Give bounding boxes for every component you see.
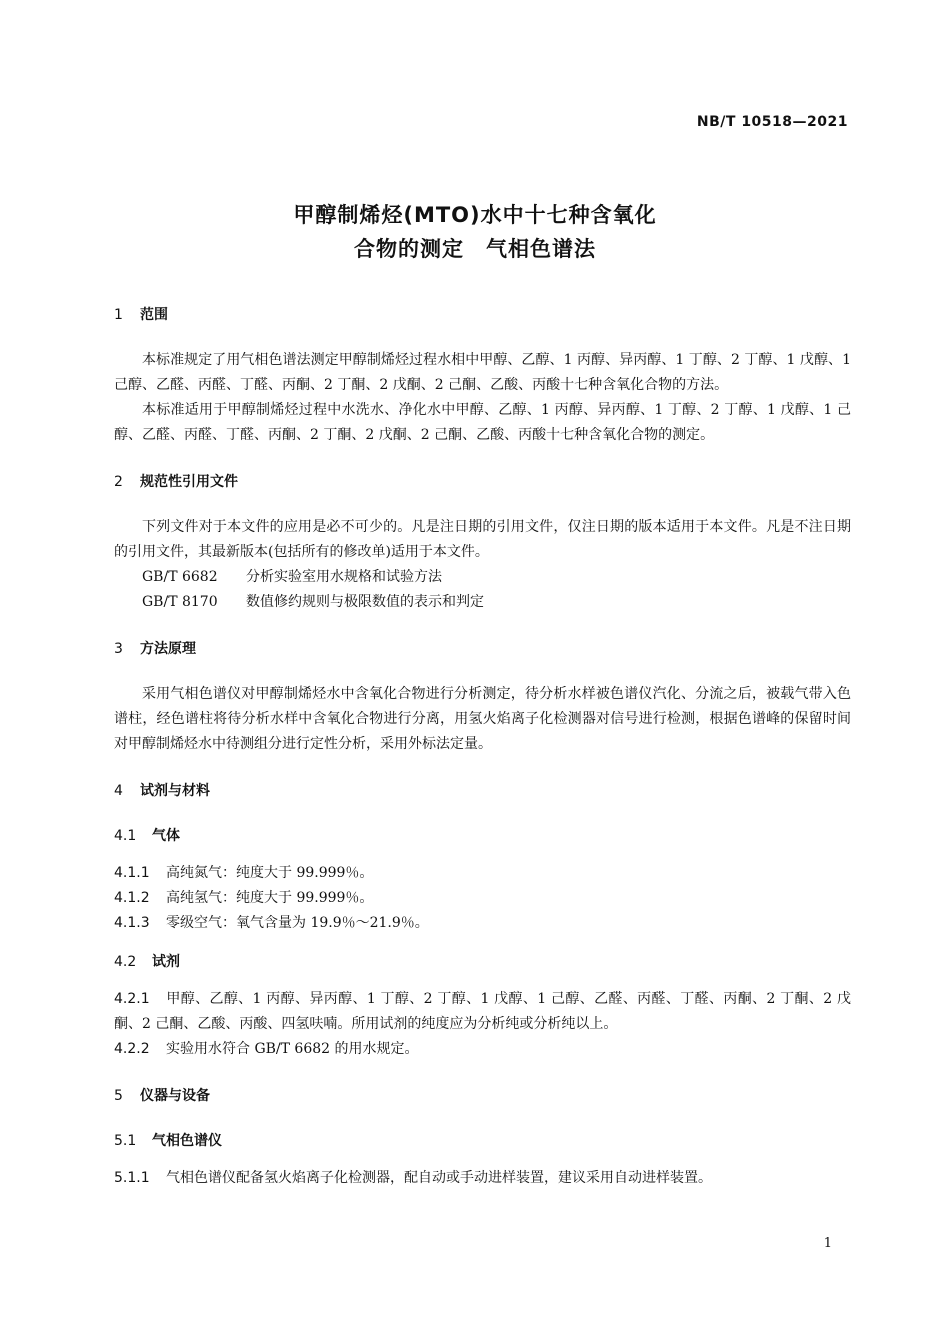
clause-number: 4.2.1 [114, 991, 150, 1007]
subsection-title: 气体 [152, 828, 180, 844]
clause-text: 气相色谱仪配备氢火焰离子化检测器，配自动或手动进样装置，建议采用自动进样装置。 [166, 1170, 712, 1186]
paragraph: 本标准适用于甲醇制烯烃过程中水洗水、净化水中甲醇、乙醇、1 丙醇、异丙醇、1 丁醇、2 丁醇、1 戊醇、1 己醇、乙醛、丙醛、丁醛、丙酮、2 丁酮、2 戊酮、2 己酮、乙酸、丙酸十七种含氧化合物的测定。 [114, 402, 851, 443]
section-title: 方法原理 [140, 641, 196, 657]
section-number: 2 [114, 474, 123, 490]
clause-number: 4.1.1 [114, 865, 150, 881]
clause-text: 高纯氮气：纯度大于 99.999％。 [166, 865, 374, 881]
paragraph: 下列文件对于本文件的应用是必不可少的。凡是注日期的引用文件，仅注日期的版本适用于本文件。凡是不注日期的引用文件，其最新版本(包括所有的修改单)适用于本文件。 [114, 519, 851, 560]
subsection-title: 试剂 [152, 954, 180, 970]
section-heading-scope [114, 303, 851, 328]
section-title: 范围 [140, 307, 168, 323]
page-number: 1 [823, 1236, 832, 1251]
section-heading-reagents-materials [114, 779, 851, 804]
standard-code: NB/T 10518—2021 [696, 114, 848, 130]
clause-number: 4.2.2 [114, 1041, 150, 1057]
section-title: 仪器与设备 [140, 1088, 210, 1104]
subsection-title: 气相色谱仪 [152, 1133, 222, 1149]
clause [114, 861, 851, 886]
section-number: 1 [114, 307, 123, 323]
section-number: 5 [114, 1088, 123, 1104]
section-number: 4 [114, 783, 123, 799]
reference-title: 分析实验室用水规格和试验方法 [246, 569, 442, 585]
clause-number: 5.1.1 [114, 1170, 150, 1186]
document-title [0, 198, 950, 266]
clause-text: 零级空气：氧气含量为 19.9％～21.9％。 [166, 915, 429, 931]
reference-code: GB/T 6682 [142, 569, 218, 585]
clause [114, 886, 851, 911]
reference-code: GB/T 8170 [142, 594, 218, 610]
reference-item [114, 565, 851, 590]
reference-item [114, 590, 851, 615]
title-line-1: 甲醇制烯烃(MTO)水中十七种含氧化 [293, 203, 657, 227]
paragraph: 采用气相色谱仪对甲醇制烯烃水中含氧化合物进行分析测定，待分析水样被色谱仪汽化、分流之后，被载气带入色谱柱，经色谱柱将待分析水样中含氧化合物进行分离，用氢火焰离子化检测器对信号进行检测，根据色谱峰的保留时间对甲醇制烯烃水中待测组分进行定性分析，采用外标法定量。 [114, 686, 851, 752]
title-line-2: 合物的测定 气相色谱法 [354, 237, 596, 261]
clause [114, 1166, 851, 1191]
section-number: 3 [114, 641, 123, 657]
subsection-heading-gases [114, 824, 851, 849]
subsection-number: 4.1 [114, 828, 137, 844]
clause [114, 1037, 851, 1062]
section-heading-normative-references [114, 470, 851, 495]
reference-title: 数值修约规则与极限数值的表示和判定 [246, 594, 484, 610]
clause-number: 4.1.3 [114, 915, 150, 931]
clause-text: 实验用水符合 GB/T 6682 的用水规定。 [166, 1041, 419, 1057]
subsection-number: 5.1 [114, 1133, 137, 1149]
section-heading-instruments [114, 1084, 851, 1109]
subsection-heading-reagents [114, 950, 851, 975]
subsection-heading-gas-chromatograph [114, 1129, 851, 1154]
subsection-number: 4.2 [114, 954, 137, 970]
paragraph: 本标准规定了用气相色谱法测定甲醇制烯烃过程水相中甲醇、乙醇、1 丙醇、异丙醇、1 丁醇、2 丁醇、1 戊醇、1 己醇、乙醛、丙醛、丁醛、丙酮、2 丁酮、2 戊酮、2 己酮、乙酸、丙酸十七种含氧化合物的方法。 [114, 352, 851, 393]
clause [114, 911, 851, 936]
clause-number: 4.1.2 [114, 890, 150, 906]
section-title: 试剂与材料 [140, 783, 210, 799]
section-title: 规范性引用文件 [140, 474, 238, 490]
document-body [114, 303, 851, 1191]
section-heading-method-principle [114, 637, 851, 662]
clause-text: 甲醇、乙醇、1 丙醇、异丙醇、1 丁醇、2 丁醇、1 戊醇、1 己醇、乙醛、丙醛、丁醛、丙酮、2 丁酮、2 戊酮、2 己酮、乙酸、丙酸、四氢呋喃。所用试剂的纯度应为分析纯或分析纯以上。 [114, 991, 851, 1032]
clause-text: 高纯氢气：纯度大于 99.999％。 [166, 890, 374, 906]
clause [114, 987, 851, 1037]
